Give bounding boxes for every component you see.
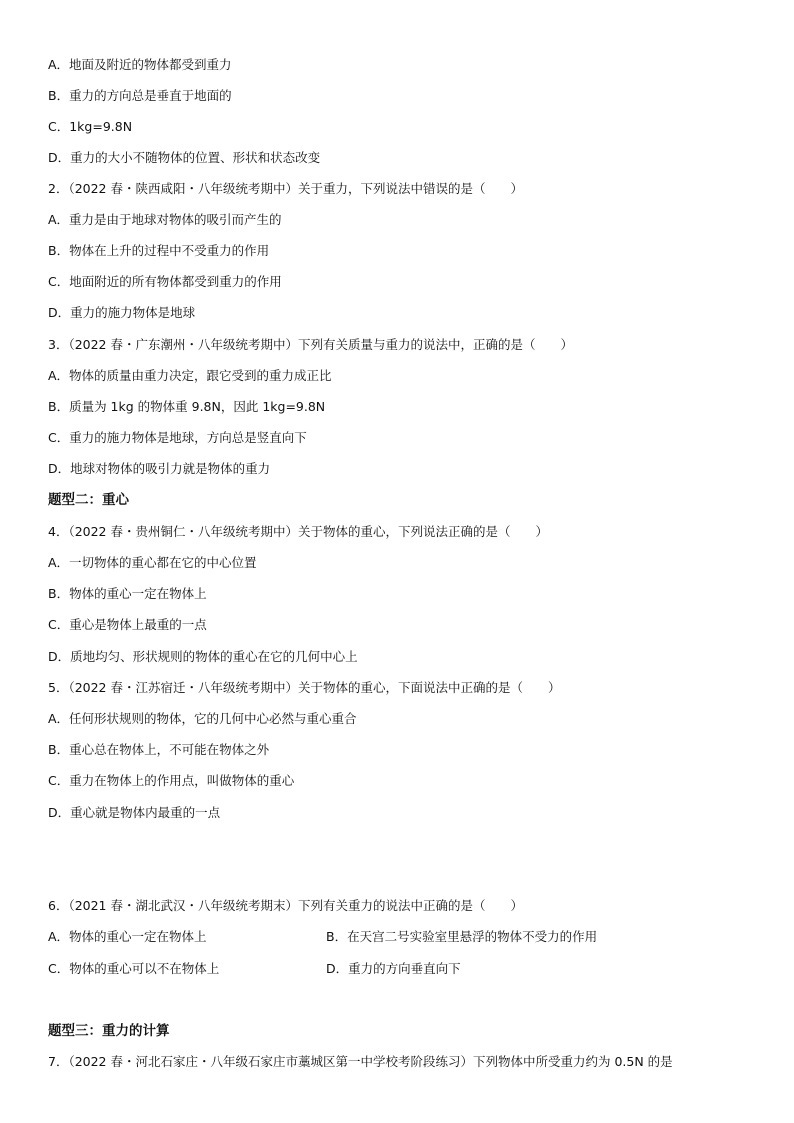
q4-option-c: C．重心是物体上最重的一点: [48, 617, 207, 632]
q5-stem: 5．（2022 春・江苏宿迁・八年级统考期中）关于物体的重心，下面说法中正确的是（ ）: [48, 680, 561, 695]
q2-stem: 2．（2022 春・陕西咸阳・八年级统考期中）关于重力，下列说法中错误的是（ ）: [48, 181, 523, 196]
q4-option-a: A．一切物体的重心都在它的中心位置: [48, 555, 257, 570]
q1-option-b: B．重力的方向总是垂直于地面的: [48, 88, 232, 103]
q5-option-c: C．重力在物体上的作用点，叫做物体的重心: [48, 773, 295, 788]
q2-option-b: B．物体在上升的过程中不受重力的作用: [48, 243, 270, 258]
section-heading-center-of-gravity: 题型二：重心: [48, 492, 129, 508]
q6-option-d: D．重力的方向垂直向下: [326, 961, 461, 976]
q4-option-d: D．质地均匀、形状规则的物体的重心在它的几何中心上: [48, 649, 358, 664]
q2-option-a: A．重力是由于地球对物体的吸引而产生的: [48, 212, 282, 227]
q6-stem: 6．（2021 春・湖北武汉・八年级统考期末）下列有关重力的说法中正确的是（ ）: [48, 898, 523, 913]
q3-option-d: D．地球对物体的吸引力就是物体的重力: [48, 461, 271, 476]
q3-option-b: B．质量为 1kg 的物体重 9.8N，因此 1kg=9.8N: [48, 399, 326, 414]
q5-option-d: D．重心就是物体内最重的一点: [48, 805, 221, 820]
q1-option-a: A．地面及附近的物体都受到重力: [48, 57, 232, 72]
q2-option-d: D．重力的施力物体是地球: [48, 305, 196, 320]
q5-option-a: A．任何形状规则的物体，它的几何中心必然与重心重合: [48, 711, 357, 726]
q3-stem: 3．（2022 春・广东潮州・八年级统考期中）下列有关质量与重力的说法中，正确的是（ ）: [48, 337, 573, 352]
q6-option-b: B．在天宫二号实验室里悬浮的物体不受力的作用: [326, 929, 598, 944]
q2-option-c: C．地面附近的所有物体都受到重力的作用: [48, 274, 282, 289]
q4-option-b: B．物体的重心一定在物体上: [48, 586, 207, 601]
q3-option-c: C．重力的施力物体是地球，方向总是竖直向下: [48, 430, 307, 445]
q1-option-d: D．重力的大小不随物体的位置、形状和状态改变: [48, 150, 321, 165]
q6-option-a: A．物体的重心一定在物体上: [48, 929, 207, 944]
q3-option-a: A．物体的质量由重力决定，跟它受到的重力成正比: [48, 368, 332, 383]
q1-option-c: C．1kg=9.8N: [48, 119, 133, 134]
section-heading-gravity-calculation: 题型三：重力的计算: [48, 1023, 170, 1039]
q4-stem: 4．（2022 春・贵州铜仁・八年级统考期中）关于物体的重心，下列说法正确的是（ ）: [48, 524, 548, 539]
q7-stem: 7．（2022 春・河北石家庄・八年级石家庄市藁城区第一中学校考阶段练习）下列物体中所受重力约为 0.5N 的是: [48, 1054, 673, 1069]
q5-option-b: B．重心总在物体上，不可能在物体之外: [48, 742, 270, 757]
q6-option-c: C．物体的重心可以不在物体上: [48, 961, 220, 976]
